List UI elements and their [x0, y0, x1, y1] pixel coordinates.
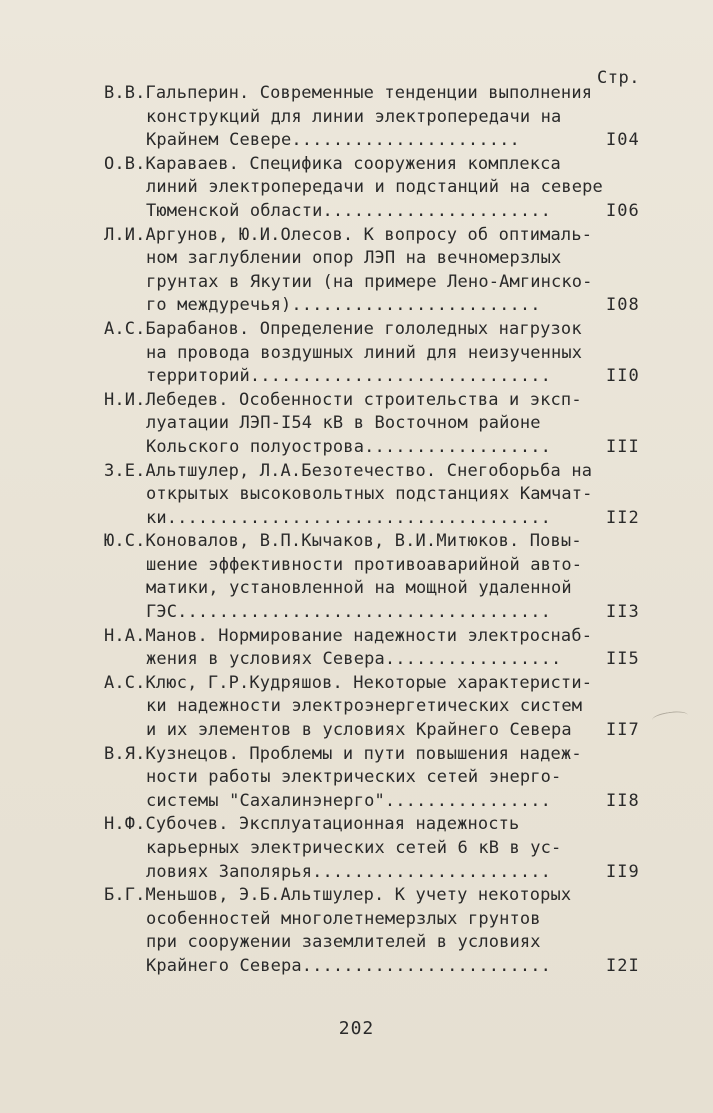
toc-entry-author-line: [104, 813, 644, 837]
toc-entry-title-line: [104, 695, 644, 719]
toc-entry-text: грунтах в Якутии (на примере Лено-Амгинско-: [146, 271, 593, 292]
toc-entry-text: В.Я.Кузнецов. Проблемы и пути повышения надеж-: [104, 743, 582, 764]
toc-entry-author-line: [104, 625, 644, 649]
toc-entry-text: Л.И.Аргунов, Ю.И.Олесов. К вопросу об оптималь-: [104, 224, 593, 245]
toc-entry-text: Н.И.Лебедев. Особенности строительства и эксп-: [104, 389, 582, 410]
toc-entry-title-line: [104, 412, 644, 436]
toc-entry-title-line: [104, 955, 644, 979]
toc-entry-text: особенностей многолетнемерзлых грунтов: [146, 908, 541, 929]
toc-entry-title-line: [104, 342, 644, 366]
toc-entry-text: ности работы электрических сетей энерго-: [146, 767, 562, 788]
toc-entry-text: шение эффективности противоаварийной авто-: [146, 554, 583, 575]
toc-entry-page-number: II7: [606, 720, 640, 741]
toc-entry-title-line: [104, 837, 644, 861]
toc-entry-page-number: II9: [606, 861, 640, 882]
toc-entry-text: открытых высоковольтных подстанциях Камчат-: [146, 484, 593, 505]
toc-entry-title-line: [104, 507, 644, 531]
toc-entry-text: территорий.............................: [146, 366, 552, 387]
toc-entry-text: карьерных электрических сетей 6 кВ в ус-: [146, 838, 562, 858]
toc-entry: [104, 460, 644, 531]
toc-entry-text: О.В.Караваев. Специфика сооружения комплекса: [104, 153, 561, 174]
toc-entry-title-line: [104, 247, 644, 271]
toc-entry-page-number: II2: [606, 507, 640, 528]
toc-entry-text: В.В.Гальперин. Современные тенденции выполнения: [104, 83, 593, 103]
toc-entry-text: ГЭС....................................: [146, 602, 552, 623]
toc-entry-author-line: [104, 530, 644, 554]
toc-entry-page-number: II8: [606, 790, 640, 811]
toc-entry-author-line: [104, 743, 644, 767]
toc-entry-text: Тюменской области......................: [146, 200, 552, 221]
toc-entry-title-line: [104, 200, 644, 224]
toc-entry: [104, 813, 644, 884]
toc-entry-text: Крайнем Севере......................: [146, 130, 520, 151]
toc-entry-title-line: [104, 436, 644, 460]
toc-entry-page-number: II5: [606, 649, 640, 670]
toc-entry-author-line: [104, 224, 644, 248]
toc-entry-title-line: [104, 554, 644, 578]
toc-entry-text: и их элементов в условиях Крайнего Севера: [146, 720, 572, 741]
toc-entry-page-number: I08: [606, 295, 640, 316]
toc-entry-text: конструкций для линии электропередачи на: [146, 106, 562, 127]
toc-entry-title-line: [104, 106, 644, 130]
toc-entry-text: Кольского полуострова..................: [146, 436, 552, 457]
toc-entry-title-line: [104, 365, 644, 389]
toc-entry: [104, 82, 644, 153]
toc-entry-title-line: [104, 931, 644, 955]
page-column-label: Стр.: [597, 68, 640, 88]
pen-mark: [651, 710, 688, 726]
toc-entry: [104, 224, 644, 318]
toc-entry: [104, 743, 644, 814]
toc-entry-author-line: [104, 153, 644, 177]
toc-entry: [104, 318, 644, 389]
toc-entry-text: ки.....................................: [146, 507, 552, 528]
toc-entry-text: луатации ЛЭП-I54 кВ в Восточном районе: [146, 413, 541, 434]
toc-entry-text: го междуречья)........................: [146, 295, 541, 316]
toc-entry-page-number: I2I: [606, 955, 640, 976]
toc-entry-text: А.С.Барабанов. Определение гололедных нагрузок: [104, 318, 582, 339]
toc-entry-text: Н.Ф.Субочев. Эксплуатационная надежность: [104, 814, 520, 835]
toc-entry-title-line: [104, 483, 644, 507]
toc-entry-text: Б.Г.Меньшов, Э.Б.Альтшулер. К учету некоторых: [104, 885, 572, 906]
page-number: 202: [338, 1018, 375, 1039]
toc-entry-title-line: [104, 648, 644, 672]
toc-entry-text: системы "Сахалинэнерго"................: [146, 790, 552, 811]
toc-entry: [104, 153, 644, 224]
toc-entry-text: ки надежности электроэнергетических систем: [146, 696, 583, 717]
toc-entry-page-number: I06: [606, 200, 640, 221]
toc-entry-author-line: [104, 460, 644, 484]
toc-entry-title-line: [104, 861, 644, 885]
toc-entry-text: жения в условиях Севера.................: [146, 649, 562, 670]
toc-entry: [104, 530, 644, 624]
toc-entry-page-number: II0: [606, 366, 640, 387]
toc-entry-text: при сооружении заземлителей в условиях: [146, 932, 541, 953]
toc-entry-author-line: [104, 672, 644, 696]
toc-entry-title-line: [104, 294, 644, 318]
toc-entry-author-line: [104, 389, 644, 413]
toc-entry-text: ном заглублении опор ЛЭП на вечномерзлых: [146, 248, 562, 269]
toc-entry-title-line: [104, 271, 644, 295]
toc-entry-text: матики, установленной на мощной удаленной: [146, 578, 572, 599]
toc-entry-text: З.Е.Альтшулер, Л.А.Безотечество. Снегоборьба на: [104, 460, 593, 481]
toc-entry-page-number: II3: [606, 602, 640, 623]
toc-entry-text: Н.А.Манов. Нормирование надежности электроснаб-: [104, 625, 593, 646]
toc-entry-title-line: [104, 577, 644, 601]
toc-entry-text: ловиях Заполярья.......................: [146, 861, 552, 882]
toc-entry-title-line: [104, 908, 644, 932]
toc-entry: [104, 625, 644, 672]
toc-entry-title-line: [104, 129, 644, 153]
toc-entry-page-number: III: [606, 436, 640, 457]
toc-entry-author-line: [104, 318, 644, 342]
toc-entry-text: А.С.Клюс, Г.Р.Кудряшов. Некоторые характеристи-: [104, 672, 593, 693]
toc-entry: [104, 884, 644, 978]
toc-entry: [104, 389, 644, 460]
toc-entry-text: Крайнего Севера........................: [146, 955, 552, 976]
toc-entry-title-line: [104, 790, 644, 814]
toc-entry-title-line: [104, 601, 644, 625]
toc-entry-text: на провода воздушных линий для неизученных: [146, 342, 583, 363]
toc-entry-text: линий электропередачи и подстанций на севере: [146, 177, 603, 198]
toc-entry-text: Ю.С.Коновалов, В.П.Кычаков, В.И.Митюков. Повы-: [104, 531, 582, 552]
toc-entry-page-number: I04: [606, 130, 640, 151]
toc-entry-title-line: [104, 719, 644, 743]
toc-entry-author-line: [104, 82, 644, 106]
toc-entry-title-line: [104, 766, 644, 790]
table-of-contents: [104, 82, 644, 979]
toc-entry-title-line: [104, 176, 644, 200]
toc-entry: [104, 672, 644, 743]
toc-entry-author-line: [104, 884, 644, 908]
